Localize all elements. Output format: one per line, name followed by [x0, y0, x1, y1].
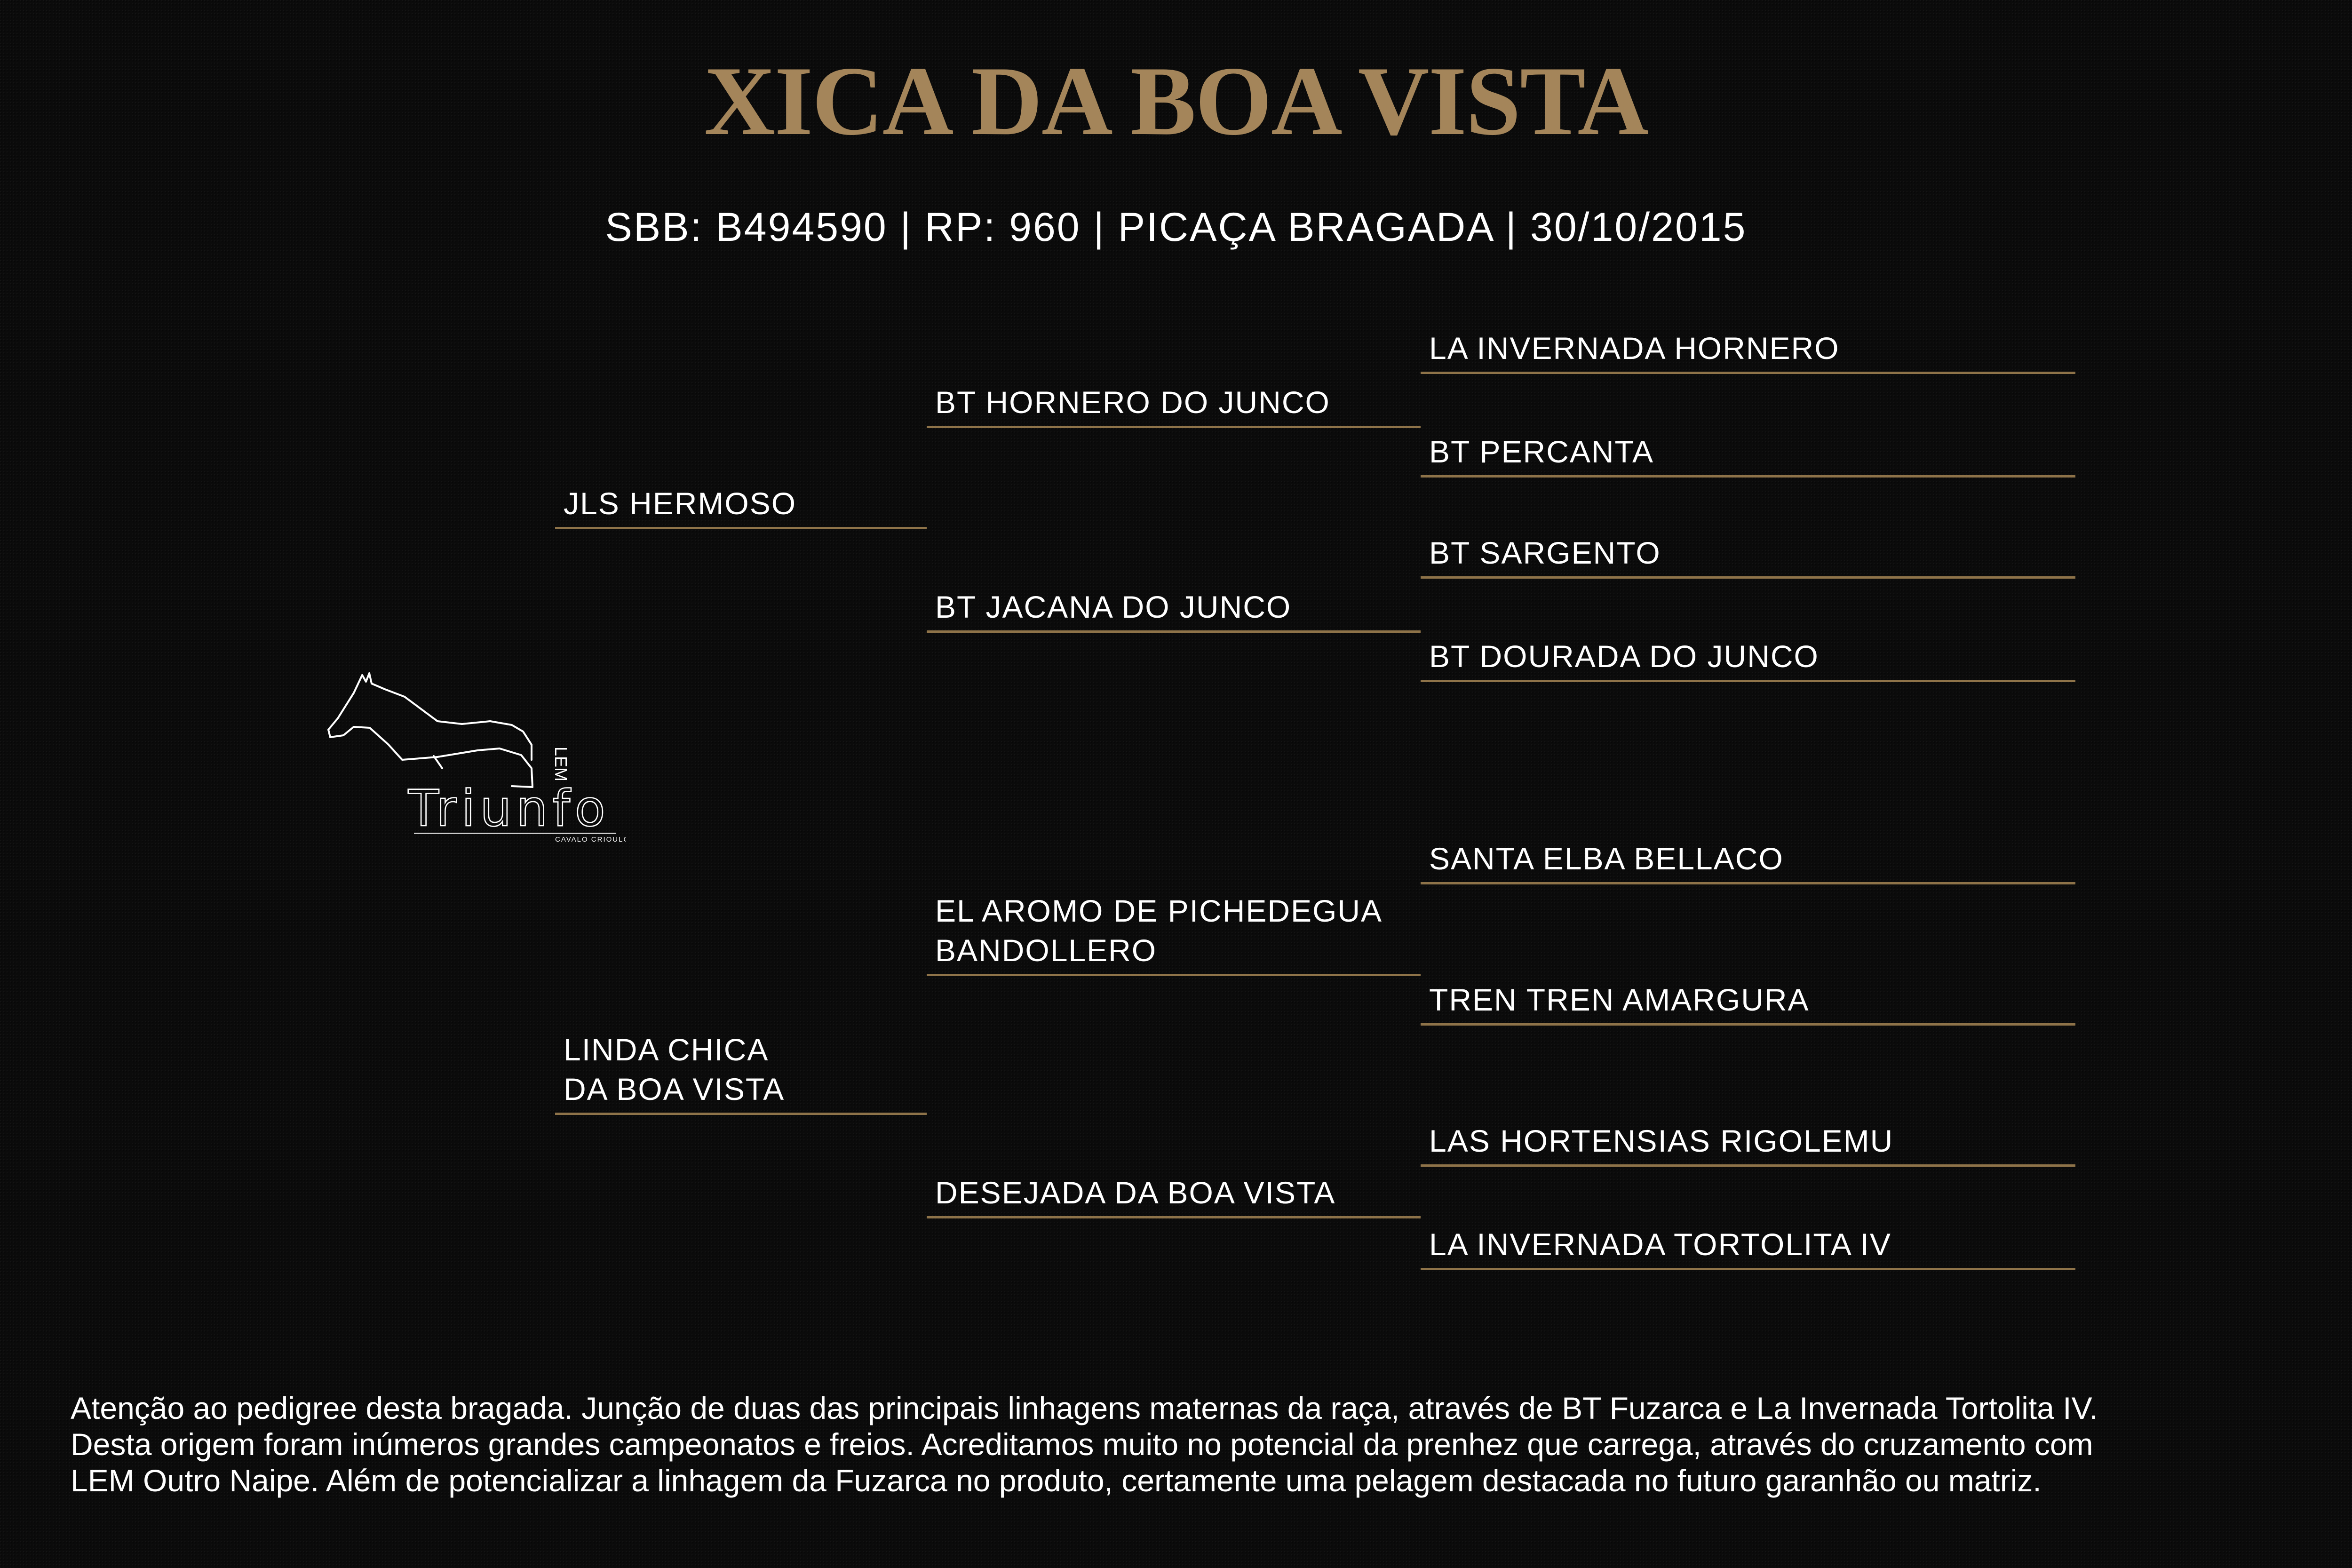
dam-name	[555, 1026, 927, 1115]
great-grandparent-8: LA INVERNADA TORTOLITA IV	[1421, 1221, 2075, 1270]
great-grandparent-7: LAS HORTENSIAS RIGOLEMU	[1421, 1117, 2075, 1167]
page-title: XICA DA BOA VISTA	[704, 47, 1648, 156]
maternal-grandsire-line1: EL AROMO DE PICHEDEGUA	[935, 893, 1383, 928]
paternal-granddam-name: BT JACANA DO JUNCO	[927, 583, 1421, 633]
great-grandparent-6: TREN TREN AMARGURA	[1421, 976, 2075, 1026]
maternal-grandsire-name	[927, 884, 1421, 976]
logo-tagline: CAVALO CRIOULO	[555, 836, 626, 844]
great-grandparent-5: SANTA ELBA BELLACO	[1421, 835, 2075, 884]
logo-name: Triunfo	[408, 780, 610, 837]
dam-name-line1: LINDA CHICA	[564, 1032, 769, 1067]
logo-brand-mark: LEM	[551, 747, 571, 782]
maternal-grandsire-line2: BANDOLLERO	[935, 933, 1157, 968]
great-grandparent-3: BT SARGENTO	[1421, 529, 2075, 579]
great-grandparent-4: BT DOURADA DO JUNCO	[1421, 633, 2075, 682]
great-grandparent-2: BT PERCANTA	[1421, 428, 2075, 478]
description-line: LEM Outro Naipe. Além de potencializar a linhagem da Fuzarca no produto, certamente uma pelagem destacada no futuro garanhão ou matriz.	[71, 1463, 2042, 1498]
dam-name-line2: DA BOA VISTA	[564, 1072, 785, 1106]
horse-icon	[328, 673, 532, 787]
paternal-grandsire-name: BT HORNERO DO JUNCO	[927, 376, 1421, 428]
description-line: Desta origem foram inúmeros grandes campeonatos e freios. Acreditamos muito no potencial da prenhez que carrega, através do cruzamento com	[71, 1427, 2093, 1462]
great-grandparent-1: LA INVERNADA HORNERO	[1421, 325, 2075, 374]
maternal-granddam-name: DESEJADA DA BOA VISTA	[927, 1167, 1421, 1218]
sire-name: JLS HERMOSO	[555, 480, 927, 529]
registration-info: SBB: B494590 | RP: 960 | PICAÇA BRAGADA | 30/10/2015	[605, 205, 1747, 250]
description	[71, 1390, 2291, 1499]
description-line: Atenção ao pedigree desta bragada. Junção de duas das principais linhagens maternas da raça, através de BT Fuzarca e La Invernada Tortolita IV.	[71, 1391, 2098, 1425]
triunfo-logo	[325, 666, 626, 844]
